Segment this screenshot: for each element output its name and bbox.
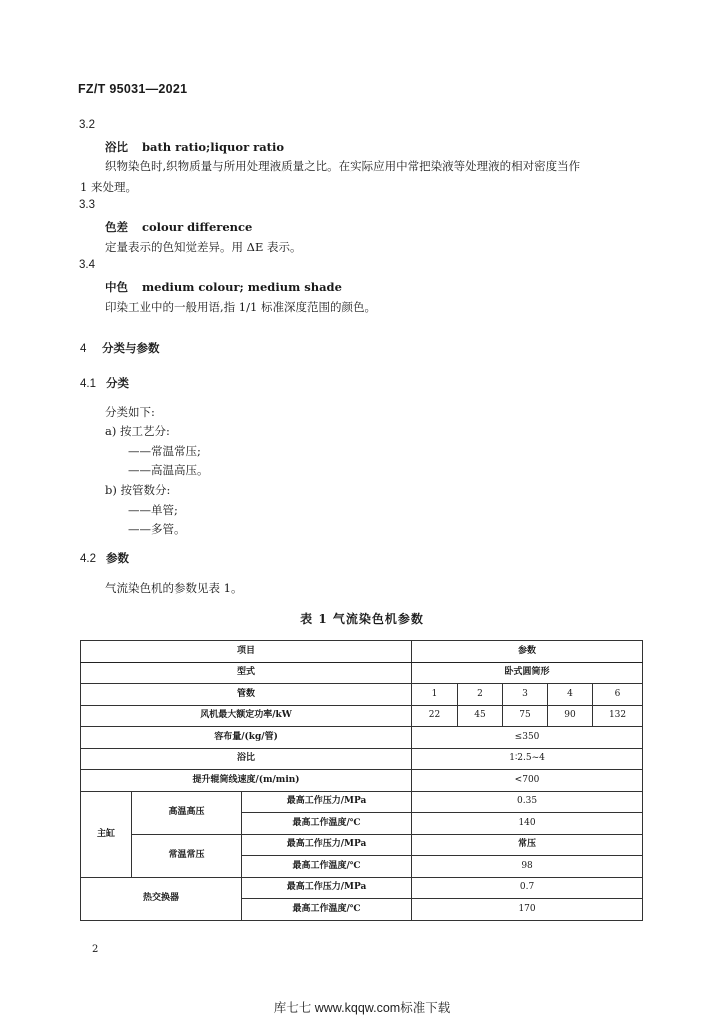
list-subitem: ——多管。 [128, 522, 186, 536]
term-number: 3.2 [79, 119, 95, 131]
term-chinese: 浴比 [105, 140, 128, 154]
parameter-table [80, 640, 643, 921]
row-value: ≤350 [412, 727, 643, 749]
sub-label: 最高工作压力/MPa [242, 791, 412, 813]
list-intro: 分类如下: [105, 405, 155, 419]
page-number: 2 [92, 944, 99, 955]
tube-count-cell: 4 [548, 684, 593, 706]
term-heading [105, 219, 252, 235]
document-code: FZ/T 95031—2021 [78, 82, 188, 96]
sub-label: 最高工作温度/℃ [242, 899, 412, 921]
power-cell: 75 [503, 705, 548, 727]
table-row [81, 684, 643, 706]
table-row [81, 705, 643, 727]
power-cell: 132 [593, 705, 643, 727]
row-label: 型式 [81, 662, 412, 684]
sub-label: 最高工作温度/℃ [242, 813, 412, 835]
subsection-number: 4.1 [80, 378, 96, 390]
term-english: medium colour; medium shade [142, 280, 342, 294]
subsection-title: 参数 [106, 551, 129, 565]
section-heading [80, 340, 160, 356]
sub-label: 最高工作温度/℃ [242, 856, 412, 878]
subsection-title: 分类 [106, 376, 129, 390]
term-definition: 定量表示的色知觉差异。用 ΔE 表示。 [105, 240, 302, 254]
power-cell: 22 [412, 705, 458, 727]
group-label: 常温常压 [132, 834, 242, 877]
row-value: 0.7 [412, 877, 643, 899]
list-subitem: ——常温常压; [128, 444, 201, 458]
main-vat-label: 主缸 [81, 791, 132, 877]
table-header-row [81, 641, 643, 663]
list-subitem: ——高温高压。 [128, 463, 209, 477]
paragraph: 气流染色机的参数见表 1。 [105, 581, 243, 595]
row-label: 风机最大额定功率/kW [81, 705, 412, 727]
table-row [81, 877, 643, 899]
term-number: 3.3 [79, 199, 95, 211]
term-english: colour difference [142, 220, 253, 234]
tube-count-cell: 3 [503, 684, 548, 706]
term-heading [105, 279, 342, 295]
table-title: 表 1 气流染色机参数 [300, 612, 424, 626]
footer-source: 库七七 www.kqqw.com标准下载 [273, 1001, 451, 1015]
subsection-heading [80, 550, 129, 566]
row-value: 0.35 [412, 791, 643, 813]
term-chinese: 色差 [105, 220, 128, 234]
term-definition: 印染工业中的一般用语,指 1/1 标准深度范围的颜色。 [105, 300, 376, 314]
table-row [81, 770, 643, 792]
table-row [81, 834, 643, 856]
row-value: 常压 [412, 834, 643, 856]
list-item: b) 按管数分: [105, 483, 171, 497]
tube-count-cell: 1 [412, 684, 458, 706]
term-definition: 织物染色时,织物质量与所用处理液质量之比。在实际应用中常把染液等处理液的相对密度当作 [105, 159, 581, 173]
header-param: 参数 [412, 641, 643, 663]
header-item: 项目 [81, 641, 412, 663]
term-heading [105, 139, 284, 155]
row-label: 提升辊筒线速度/(m/min) [81, 770, 412, 792]
tube-count-cell: 6 [593, 684, 643, 706]
term-english: bath ratio;liquor ratio [142, 140, 285, 154]
row-label: 管数 [81, 684, 412, 706]
table-row [81, 662, 643, 684]
row-value: 98 [412, 856, 643, 878]
sub-label: 最高工作压力/MPa [242, 877, 412, 899]
row-value: 卧式圆筒形 [412, 662, 643, 684]
table-row [81, 791, 643, 813]
row-label: 容布量/(kg/管) [81, 727, 412, 749]
subsection-number: 4.2 [80, 553, 96, 565]
term-chinese: 中色 [105, 280, 128, 294]
sub-label: 最高工作压力/MPa [242, 834, 412, 856]
list-item: a) 按工艺分: [105, 424, 170, 438]
section-number: 4 [80, 343, 87, 355]
subsection-heading [80, 375, 129, 391]
row-value: <700 [412, 770, 643, 792]
tube-count-cell: 2 [458, 684, 503, 706]
table-row [81, 748, 643, 770]
row-value: 1∶2.5~4 [412, 748, 643, 770]
power-cell: 90 [548, 705, 593, 727]
group-label: 热交换器 [81, 877, 242, 920]
term-definition-continued: 1 来处理。 [80, 180, 137, 194]
power-cell: 45 [458, 705, 503, 727]
row-value: 170 [412, 899, 643, 921]
term-number: 3.4 [79, 259, 95, 271]
list-subitem: ——单管; [128, 503, 178, 517]
row-value: 140 [412, 813, 643, 835]
group-label: 高温高压 [132, 791, 242, 834]
section-title: 分类与参数 [102, 341, 160, 355]
row-label: 浴比 [81, 748, 412, 770]
table-row [81, 727, 643, 749]
